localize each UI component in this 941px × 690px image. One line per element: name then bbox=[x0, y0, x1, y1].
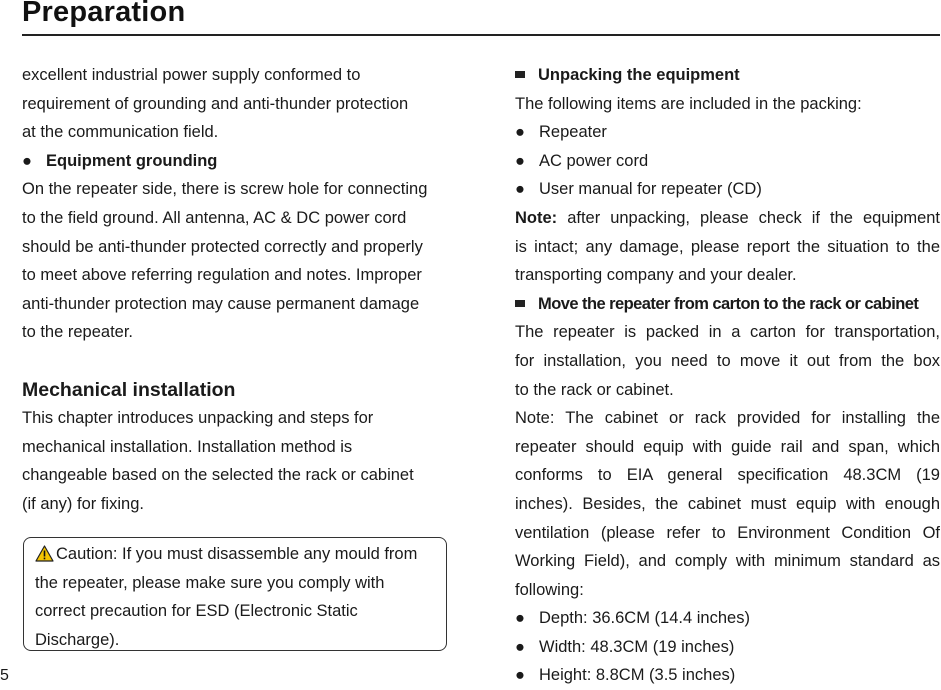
intro-line: at the communication field. bbox=[22, 123, 219, 142]
move-line: conforms to EIA general specification 48.3CM (19 bbox=[515, 466, 940, 485]
spacer bbox=[22, 347, 452, 376]
note-line: transporting company and your dealer. bbox=[515, 266, 797, 285]
grounding-line: anti-thunder protection may cause permanent damage bbox=[22, 294, 420, 313]
note-text: after unpacking, please check if the equipment bbox=[567, 208, 941, 227]
mechanical-line: (if any) for fixing. bbox=[22, 494, 144, 513]
grounding-line: On the repeater side, there is screw hole for connecting bbox=[22, 180, 428, 199]
packing-item bbox=[515, 118, 940, 147]
left-column bbox=[22, 61, 452, 519]
unpacking-intro: The following items are included in the packing: bbox=[515, 94, 862, 113]
page-number: 5 bbox=[0, 667, 9, 684]
mechanical-line: mechanical installation. Installation method is bbox=[22, 437, 353, 456]
unpacking-heading-row bbox=[515, 61, 940, 90]
unpacking-heading: Unpacking the equipment bbox=[538, 66, 740, 84]
grounding-heading-row bbox=[22, 147, 452, 176]
caution-line: the repeater, please make sure you comply with bbox=[35, 573, 385, 592]
bullet-dot-icon: ● bbox=[515, 180, 525, 199]
bullet-dot-icon: ● bbox=[515, 151, 525, 170]
grounding-line: to the repeater. bbox=[22, 323, 133, 342]
mechanical-heading: Mechanical installation bbox=[22, 378, 236, 401]
intro-line: requirement of grounding and anti-thunder protection bbox=[22, 94, 409, 113]
page-title: Preparation bbox=[22, 0, 186, 28]
move-line: following: bbox=[515, 580, 584, 599]
bullet-dot-icon: ● bbox=[515, 637, 525, 656]
square-bullet-icon bbox=[515, 71, 525, 78]
move-line: inches). Besides, the cabinet must equip with enough bbox=[515, 494, 940, 513]
bullet-dot-icon: ● bbox=[515, 666, 525, 685]
spec-label: Depth: 36.6CM (14.4 inches) bbox=[539, 609, 750, 628]
move-line: ventilation (please refer to Environment Condition Of bbox=[515, 523, 940, 542]
intro-line: excellent industrial power supply conformed to bbox=[22, 66, 361, 84]
note-line: is intact; any damage, please report the situation to the bbox=[515, 237, 940, 256]
spec-item bbox=[515, 633, 940, 662]
grounding-heading: Equipment grounding bbox=[46, 151, 218, 170]
bullet-dot-icon: ● bbox=[515, 609, 525, 628]
move-line: for installation, you need to move it out from the box bbox=[515, 351, 940, 370]
packing-item-label: AC power cord bbox=[539, 151, 649, 170]
spec-item bbox=[515, 604, 940, 633]
move-heading: Move the repeater from carton to the rack or cabinet bbox=[538, 294, 919, 313]
title-divider bbox=[22, 34, 940, 36]
move-line: Working Field), and comply with minimum standard as bbox=[515, 552, 940, 571]
packing-item-label: Repeater bbox=[539, 123, 607, 142]
move-line: The repeater is packed in a carton for transportation, bbox=[515, 323, 940, 342]
caution-box bbox=[23, 537, 447, 651]
move-line: Note: The cabinet or rack provided for installing the bbox=[515, 409, 940, 428]
move-heading-row bbox=[515, 290, 940, 319]
move-line: repeater should equip with guide rail and span, which bbox=[515, 437, 940, 456]
move-line: to the rack or cabinet. bbox=[515, 380, 674, 399]
warning-triangle-icon bbox=[35, 543, 54, 572]
spec-label: Height: 8.8CM (3.5 inches) bbox=[539, 666, 736, 685]
caution-line bbox=[35, 540, 446, 569]
right-column bbox=[515, 61, 940, 690]
packing-item bbox=[515, 175, 940, 204]
grounding-line: to the field ground. All antenna, AC & DC power cord bbox=[22, 208, 407, 227]
packing-item-label: User manual for repeater (CD) bbox=[539, 180, 762, 199]
mechanical-line: changeable based on the selected the rack or cabinet bbox=[22, 466, 414, 485]
bullet-dot-icon: ● bbox=[22, 151, 32, 170]
bullet-dot-icon: ● bbox=[515, 123, 525, 142]
spec-label: Width: 48.3CM (19 inches) bbox=[539, 637, 735, 656]
spec-item bbox=[515, 661, 940, 690]
note-line bbox=[515, 204, 940, 233]
note-label: Note: bbox=[515, 208, 558, 227]
grounding-line: should be anti-thunder protected correctly and properly bbox=[22, 237, 423, 256]
caution-text: Caution: If you must disassemble any mould from bbox=[56, 545, 418, 563]
caution-line: correct precaution for ESD (Electronic Static bbox=[35, 602, 358, 621]
caution-line: Discharge). bbox=[35, 630, 120, 649]
square-bullet-icon bbox=[515, 300, 525, 307]
packing-item bbox=[515, 147, 940, 176]
mechanical-line: This chapter introduces unpacking and steps for bbox=[22, 409, 374, 428]
grounding-line: to meet above referring regulation and notes. Improper bbox=[22, 266, 422, 285]
